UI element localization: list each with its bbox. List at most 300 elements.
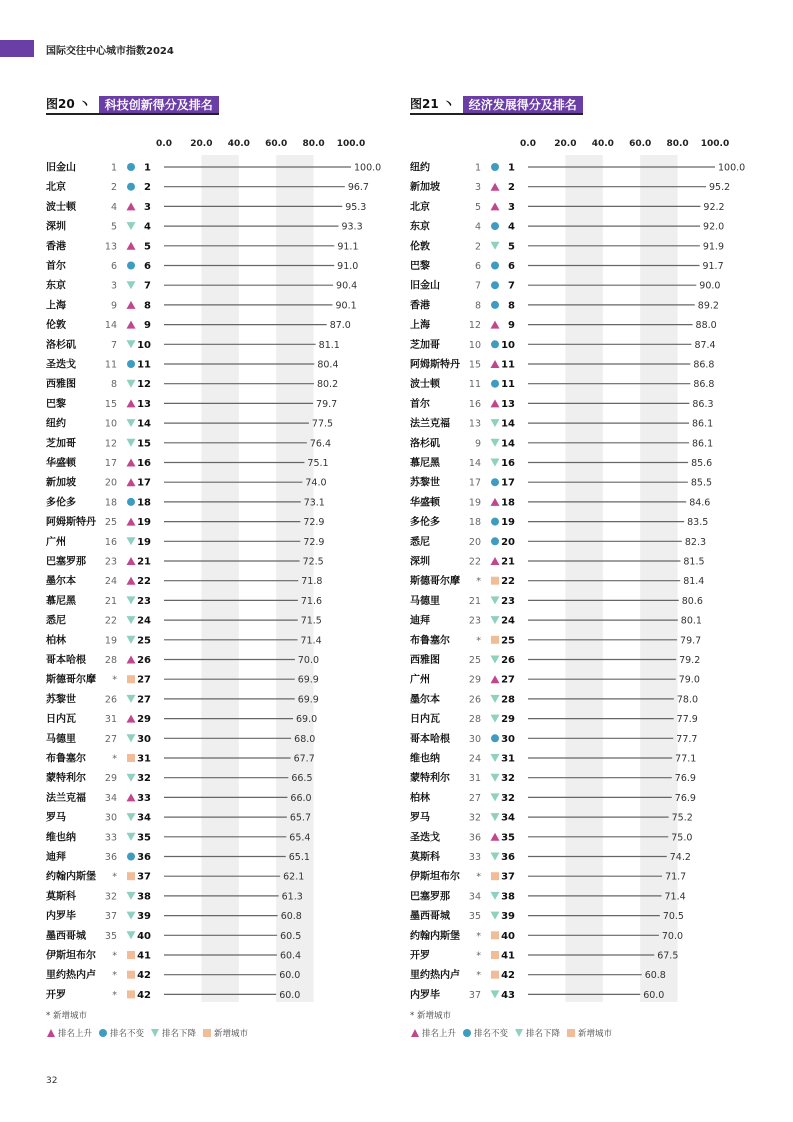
score-value-label: 74.0 (305, 477, 327, 489)
rank-same-icon (462, 1028, 472, 1038)
score-value-label: 75.1 (307, 458, 329, 469)
score-value-label: 83.5 (687, 517, 709, 529)
city-label: 哥本哈根 (410, 733, 450, 745)
previous-rank: * (112, 871, 117, 883)
city-label: 新加坡 (46, 477, 76, 489)
score-value-label: 90.4 (336, 280, 358, 292)
city-label: 法兰克福 (46, 792, 86, 804)
rank-up-icon (127, 399, 136, 407)
score-value-label: 60.8 (280, 911, 302, 923)
city-label: 罗马 (410, 812, 430, 824)
score-value-label: 87.4 (694, 339, 716, 351)
page-header-title: 国际交往中心城市指数2024 (46, 46, 174, 57)
previous-rank: 7 (110, 339, 117, 351)
rank-up-icon (491, 202, 500, 210)
rank-same-icon (127, 360, 135, 368)
previous-rank: 26 (104, 694, 117, 706)
score-value-label: 71.7 (665, 871, 687, 883)
previous-rank: 32 (468, 812, 481, 824)
new-city-icon (127, 951, 135, 959)
rank-down-icon (127, 537, 136, 545)
current-rank: 16 (501, 458, 515, 469)
current-rank: 34 (137, 812, 151, 824)
score-value-label: 61.3 (281, 891, 303, 903)
current-rank: 25 (137, 635, 151, 647)
current-rank: 29 (501, 714, 515, 726)
current-rank: 30 (501, 733, 515, 745)
city-label: 伊斯坦布尔 (46, 950, 96, 962)
new-city-icon (127, 754, 135, 762)
score-value-label: 67.7 (293, 753, 315, 765)
score-value-label: 84.6 (689, 497, 711, 509)
rank-down-icon (127, 734, 136, 742)
rank-down-icon (127, 419, 136, 427)
current-rank: 35 (501, 832, 515, 844)
rank-down-icon (491, 439, 500, 447)
rank-down-icon (127, 636, 136, 644)
previous-rank: 31 (104, 714, 117, 726)
legend (46, 1027, 254, 1039)
rank-up-icon (491, 183, 500, 191)
city-label: 首尔 (410, 398, 430, 410)
gridline-band (201, 155, 238, 1002)
table-row (46, 988, 300, 1001)
figure-separator: 丶 (442, 97, 455, 111)
score-value-label: 86.1 (692, 418, 714, 430)
current-rank: 17 (501, 477, 515, 489)
current-rank: 23 (137, 595, 151, 607)
previous-rank: 23 (104, 556, 117, 568)
city-label: 墨尔本 (410, 694, 440, 706)
score-value-label: 86.1 (692, 438, 714, 450)
previous-rank: 27 (104, 733, 117, 745)
rank-up-icon (410, 1028, 420, 1038)
current-rank: 7 (144, 280, 151, 292)
previous-rank: 1 (110, 162, 117, 174)
city-label: 蒙特利尔 (46, 773, 86, 785)
previous-rank: 26 (468, 694, 481, 706)
table-row (410, 949, 678, 962)
city-label: 墨西哥城 (46, 930, 86, 942)
previous-rank: * (112, 753, 117, 765)
city-label: 莫斯科 (46, 891, 76, 903)
previous-rank: 32 (104, 891, 117, 903)
score-value-label: 75.0 (671, 832, 693, 844)
x-tick-label: 40.0 (227, 139, 250, 149)
score-value-label: 66.0 (290, 792, 312, 804)
city-label: 慕尼黑 (410, 458, 440, 469)
rank-down-icon (491, 774, 500, 782)
city-label: 斯德哥尔摩 (410, 576, 460, 588)
current-rank: 37 (137, 871, 151, 883)
previous-rank: 27 (468, 792, 481, 804)
score-value-label: 65.1 (288, 852, 310, 863)
city-label: 纽约 (46, 418, 66, 430)
score-value-label: 81.1 (318, 339, 340, 351)
score-value-label: 81.5 (683, 556, 705, 568)
score-value-label: 91.1 (337, 241, 359, 253)
previous-rank: * (476, 950, 481, 962)
previous-rank: * (112, 674, 117, 686)
city-label: 华盛顿 (46, 458, 76, 469)
city-label: 约翰内斯堡 (46, 871, 96, 883)
previous-rank: 5 (474, 201, 481, 213)
city-label: 马德里 (410, 595, 440, 607)
city-label: 伦敦 (46, 320, 66, 332)
legend-item (410, 1027, 456, 1039)
table-row (46, 752, 315, 765)
current-rank: 3 (144, 201, 151, 213)
x-tick-label: 60.0 (265, 139, 288, 149)
previous-rank: 3 (110, 280, 117, 292)
city-label: 北京 (410, 201, 430, 213)
current-rank: 26 (137, 655, 151, 666)
current-rank: 10 (501, 339, 515, 351)
previous-rank: 1 (474, 162, 481, 174)
previous-rank: 20 (104, 477, 117, 489)
current-rank: 2 (508, 182, 515, 194)
city-label: 香港 (46, 241, 66, 253)
previous-rank: 31 (468, 773, 481, 785)
current-rank: 13 (137, 398, 151, 410)
current-rank: 6 (508, 261, 515, 272)
previous-rank: 33 (104, 832, 117, 844)
rank-up-icon (127, 202, 136, 210)
score-value-label: 82.3 (684, 536, 707, 548)
city-label: 华盛顿 (410, 497, 440, 509)
city-label: 布鲁塞尔 (410, 635, 450, 647)
figure-title (410, 96, 583, 115)
score-value-label: 100.0 (718, 162, 746, 174)
new-city-icon (127, 990, 135, 998)
current-rank: 4 (508, 221, 515, 233)
rank-down-icon (127, 931, 136, 939)
previous-rank: * (476, 635, 481, 647)
city-label: 巴黎 (46, 398, 66, 410)
rank-down-icon (127, 596, 136, 604)
current-rank: 13 (501, 398, 515, 410)
previous-rank: 22 (468, 556, 481, 568)
rank-up-icon (491, 498, 500, 506)
current-rank: 34 (501, 812, 515, 824)
table-row (46, 732, 315, 745)
figure-number: 图20 (46, 97, 75, 111)
new-city-icon (491, 872, 499, 880)
previous-rank: * (112, 970, 117, 982)
figure-label: 经济发展得分及排名 (463, 96, 583, 113)
score-value-label: 60.5 (280, 930, 302, 942)
previous-rank: 19 (468, 497, 481, 509)
previous-rank: 23 (468, 615, 481, 627)
score-value-label: 95.2 (709, 182, 731, 194)
rank-down-icon (127, 695, 136, 703)
previous-rank: 24 (104, 576, 117, 588)
current-rank: 22 (501, 576, 515, 588)
rank-same-icon (491, 222, 499, 230)
x-tick-label: 20.0 (190, 139, 213, 149)
legend-label: 排名下降 (526, 1029, 561, 1039)
rank-same-icon (491, 537, 499, 545)
previous-rank: 16 (468, 398, 481, 410)
previous-rank: 33 (468, 852, 481, 863)
x-tick-label: 0.0 (156, 139, 172, 149)
bar-chart-economic-development (410, 132, 755, 1002)
previous-rank: 13 (104, 241, 117, 253)
rank-same-icon (491, 262, 499, 270)
new-city-icon (491, 931, 499, 939)
previous-rank: 25 (104, 517, 117, 529)
rank-down-icon (491, 853, 500, 861)
current-rank: 21 (501, 556, 515, 568)
previous-rank: 5 (110, 221, 117, 233)
previous-rank: 10 (104, 418, 117, 430)
city-label: 巴塞罗那 (410, 891, 450, 903)
previous-rank: 14 (104, 320, 117, 332)
rank-up-icon (127, 656, 136, 664)
previous-rank: 6 (474, 261, 481, 272)
score-value-label: 71.6 (300, 595, 323, 607)
new-city-icon (127, 675, 135, 683)
city-label: 悉尼 (46, 615, 66, 627)
rank-same-icon (127, 262, 135, 270)
score-value-label: 75.2 (671, 812, 693, 824)
legend-label: 排名不变 (474, 1029, 509, 1039)
rank-up-icon (491, 833, 500, 841)
new-city-icon (202, 1028, 212, 1038)
rank-down-icon (127, 281, 136, 289)
bar-chart-tech-innovation (46, 132, 391, 1002)
rank-down-icon (491, 656, 500, 664)
chart-panel-economic-development (410, 96, 755, 1046)
score-value-label: 79.7 (680, 635, 702, 647)
city-label: 上海 (46, 300, 66, 312)
score-value-label: 85.5 (690, 477, 713, 489)
score-value-label: 93.3 (341, 221, 363, 233)
figure-separator: 丶 (78, 97, 91, 111)
rank-down-icon (127, 616, 136, 624)
current-rank: 42 (501, 970, 515, 982)
previous-rank: 19 (104, 635, 117, 647)
rank-down-icon (491, 616, 500, 624)
current-rank: 35 (137, 832, 151, 844)
figure-label: 科技创新得分及排名 (99, 96, 219, 113)
previous-rank: 12 (468, 320, 481, 332)
current-rank: 8 (144, 300, 151, 312)
score-value-label: 89.2 (697, 300, 719, 312)
city-label: 罗马 (46, 812, 66, 824)
city-label: 斯德哥尔摩 (46, 674, 96, 686)
city-label: 柏林 (46, 635, 66, 647)
score-value-label: 71.4 (664, 891, 686, 903)
score-value-label: 70.0 (297, 655, 320, 666)
figure-number: 图21 (410, 97, 439, 111)
score-value-label: 76.4 (309, 438, 332, 450)
city-label: 蒙特利尔 (410, 773, 450, 785)
current-rank: 11 (501, 359, 515, 371)
rank-up-icon (127, 478, 136, 486)
table-row (410, 988, 664, 1001)
new-city-icon (491, 951, 499, 959)
legend-label: 排名下降 (162, 1029, 197, 1039)
rank-up-icon (127, 715, 136, 723)
score-value-label: 100.0 (354, 162, 382, 174)
city-label: 里约热内卢 (46, 970, 96, 982)
city-label: 哥本哈根 (46, 655, 86, 666)
current-rank: 14 (501, 418, 515, 430)
new-city-icon (491, 577, 499, 585)
current-rank: 11 (501, 379, 515, 391)
legend-item (462, 1027, 508, 1039)
score-value-label: 88.0 (695, 320, 717, 332)
legend-label: 新增城市 (578, 1029, 613, 1039)
previous-rank: 12 (104, 438, 117, 450)
current-rank: 21 (137, 556, 151, 568)
score-value-label: 92.2 (703, 201, 725, 213)
current-rank: 30 (137, 733, 151, 745)
rank-same-icon (127, 183, 135, 191)
current-rank: 11 (137, 359, 151, 371)
score-value-label: 91.7 (702, 261, 724, 272)
previous-rank: 36 (468, 832, 481, 844)
legend-item (514, 1027, 560, 1039)
score-value-label: 62.1 (283, 871, 305, 883)
current-rank: 10 (137, 339, 151, 351)
x-tick-label: 40.0 (591, 139, 614, 149)
previous-rank: 13 (468, 418, 481, 430)
score-value-label: 87.0 (329, 320, 351, 332)
current-rank: 42 (137, 989, 151, 1001)
score-value-label: 72.9 (303, 536, 325, 548)
score-value-label: 90.0 (699, 280, 721, 292)
score-value-label: 65.7 (289, 812, 312, 824)
rank-same-icon (491, 301, 499, 309)
current-rank: 9 (508, 320, 515, 332)
current-rank: 12 (137, 379, 151, 391)
city-label: 多伦多 (410, 517, 440, 529)
previous-rank: 28 (104, 655, 117, 666)
city-label: 维也纳 (410, 753, 440, 765)
previous-rank: 18 (468, 517, 481, 529)
current-rank: 25 (501, 635, 515, 647)
city-label: 洛杉矶 (46, 339, 76, 351)
legend (410, 1027, 618, 1039)
previous-rank: 22 (104, 615, 117, 627)
city-label: 深圳 (46, 221, 66, 233)
city-label: 深圳 (410, 556, 430, 568)
current-rank: 20 (501, 536, 515, 548)
table-row (46, 929, 301, 942)
city-label: 阿姆斯特丹 (410, 359, 460, 371)
rank-same-icon (127, 498, 135, 506)
current-rank: 36 (501, 852, 515, 863)
city-label: 广州 (46, 536, 66, 548)
city-label: 内罗毕 (410, 989, 440, 1001)
previous-rank: 34 (468, 891, 481, 903)
current-rank: 38 (137, 891, 151, 903)
score-value-label: 69.9 (297, 674, 319, 686)
rank-same-icon (491, 163, 499, 171)
previous-rank: 11 (468, 379, 481, 391)
current-rank: 31 (137, 753, 151, 765)
city-label: 首尔 (46, 261, 66, 272)
rank-down-icon (150, 1028, 160, 1038)
current-rank: 7 (508, 280, 515, 292)
score-value-label: 85.6 (691, 458, 713, 469)
city-label: 波士顿 (46, 201, 76, 213)
score-value-label: 69.0 (296, 714, 318, 726)
previous-rank: 4 (474, 221, 481, 233)
city-label: 北京 (46, 182, 66, 194)
score-value-label: 81.4 (683, 576, 705, 588)
previous-rank: 17 (104, 458, 117, 469)
current-rank: 2 (144, 182, 151, 194)
score-value-label: 76.9 (674, 773, 696, 785)
previous-rank: 3 (474, 182, 481, 194)
score-value-label: 80.2 (316, 379, 339, 391)
previous-rank: 15 (468, 359, 481, 371)
previous-rank: 29 (104, 773, 117, 785)
current-rank: 40 (501, 930, 515, 942)
score-value-label: 71.4 (300, 635, 322, 647)
score-value-label: 74.2 (669, 852, 691, 863)
current-rank: 15 (137, 438, 151, 450)
rank-down-icon (491, 695, 500, 703)
rank-same-icon (491, 734, 499, 742)
score-value-label: 71.8 (301, 576, 323, 588)
rank-down-icon (491, 596, 500, 604)
previous-rank: * (112, 950, 117, 962)
current-rank: 24 (501, 615, 515, 627)
rank-down-icon (127, 439, 136, 447)
rank-same-icon (98, 1028, 108, 1038)
current-rank: 23 (501, 595, 515, 607)
current-rank: 32 (501, 773, 515, 785)
current-rank: 18 (137, 497, 151, 509)
previous-rank: 37 (468, 989, 481, 1001)
legend-label: 排名上升 (58, 1029, 93, 1039)
previous-rank: 4 (110, 201, 117, 213)
chart-panel-tech-innovation (46, 96, 391, 1046)
current-rank: 9 (144, 320, 151, 332)
previous-rank: 30 (468, 733, 481, 745)
city-label: 开罗 (46, 989, 66, 1001)
current-rank: 27 (137, 674, 151, 686)
score-value-label: 66.5 (291, 773, 313, 785)
current-rank: 5 (144, 241, 151, 253)
rank-same-icon (491, 380, 499, 388)
current-rank: 4 (144, 221, 151, 233)
score-value-label: 60.0 (643, 989, 665, 1001)
previous-rank: 25 (468, 655, 481, 666)
rank-up-icon (46, 1028, 56, 1038)
current-rank: 32 (501, 792, 515, 804)
score-value-label: 91.0 (337, 261, 359, 272)
score-value-label: 78.0 (676, 694, 699, 706)
score-value-label: 95.3 (345, 201, 367, 213)
page-number: 32 (46, 1076, 58, 1086)
score-value-label: 86.3 (692, 398, 714, 410)
city-label: 开罗 (410, 950, 430, 962)
table-row (46, 889, 303, 902)
score-value-label: 77.1 (675, 753, 697, 765)
city-label: 日内瓦 (410, 714, 440, 726)
score-value-label: 79.0 (678, 674, 700, 686)
rank-same-icon (491, 281, 499, 289)
rank-down-icon (127, 222, 136, 230)
city-label: 洛杉矶 (410, 438, 440, 450)
rank-down-icon (127, 340, 136, 348)
rank-same-icon (127, 853, 135, 861)
